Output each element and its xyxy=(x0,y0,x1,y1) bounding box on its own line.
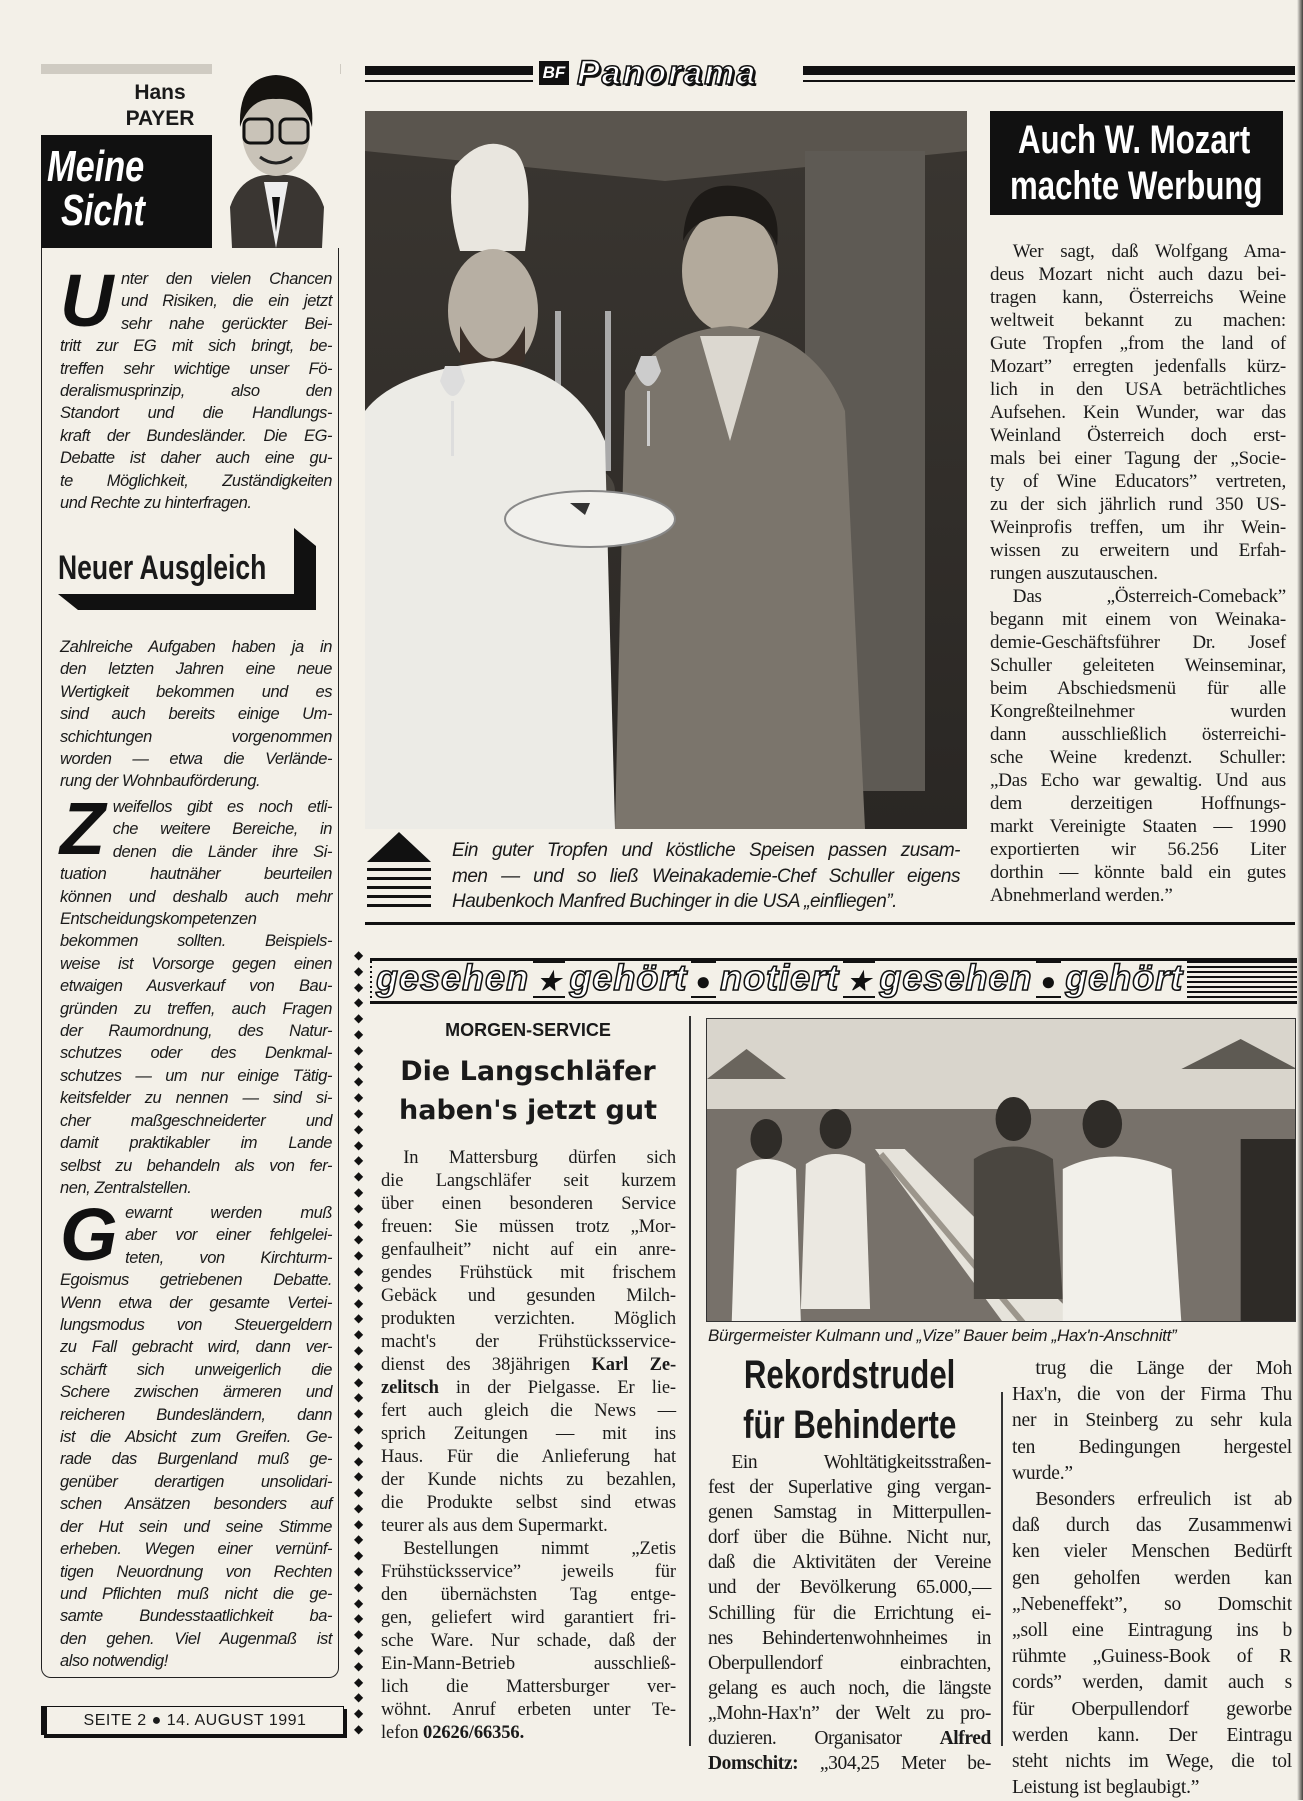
text-line: Debatte ist daher auch eine gu- xyxy=(60,449,332,468)
text-line: ist die Absicht zum Greifen. Ge- xyxy=(60,1428,332,1447)
text-line: wissen zu erweitern und Erfah- xyxy=(990,540,1286,561)
bold-text: Domschitz: xyxy=(708,1753,799,1775)
text-line: Haubenkoch Manfred Buchinger in die USA „einfliegen”. xyxy=(452,891,897,912)
text-line: keitsfelder zu nennen — sind si- xyxy=(60,1089,332,1108)
drop-cap: U xyxy=(60,259,113,342)
diamond-icon: ◆ xyxy=(354,948,364,962)
diamond-icon: ◆ xyxy=(354,1706,364,1721)
text-line: die Produkte selbst sind etwas xyxy=(381,1493,676,1513)
text-line: lefon 02626/66356. xyxy=(381,1723,525,1743)
text-line: worden — etwa die Verlände- xyxy=(60,750,332,769)
text-line: genen Samstag in Mitterpullen- xyxy=(708,1502,991,1524)
diamond-icon: ◆ xyxy=(354,1595,364,1610)
text-line: Wertigkeit bekommen und es xyxy=(60,682,332,701)
text-line: Schilling für die Errichtung ei- xyxy=(708,1602,991,1624)
text-line: sche Ware. Nur schade, daß der xyxy=(381,1631,676,1651)
text-line: trug die Länge der Moh xyxy=(1035,1358,1292,1379)
diamond-icon: ◆ xyxy=(354,1611,364,1626)
text-line: über einen besonderen Service xyxy=(381,1194,676,1214)
text-line: tragen kann, Österreichs Weine xyxy=(990,287,1286,308)
text-line: aber vor einer fehlgelei- xyxy=(125,1226,332,1245)
header-rule xyxy=(365,66,1295,75)
star-icon: ★ xyxy=(533,966,565,996)
column-rule xyxy=(1001,1392,1003,1746)
strudel-photo xyxy=(706,1018,1296,1322)
author-first-name: Hans xyxy=(134,81,186,104)
text-line: den übernächsten Tag entge- xyxy=(381,1585,676,1605)
text-line: Gebäck und gesunden Milch- xyxy=(381,1286,676,1306)
text-line: dann ausschließlich österreichi- xyxy=(990,724,1286,745)
header-rule-thin xyxy=(365,80,1295,82)
text-line: weltweit bekannt zu machen: xyxy=(990,310,1286,331)
text-line: Wenn etwa der gesamte Vertei- xyxy=(60,1293,332,1312)
text-line: kraft der Bundesländer. Die EG- xyxy=(60,426,332,445)
text-line: Kongreßteilnehmer wurden xyxy=(990,701,1286,722)
text-line: produkten verzichten. Möglich xyxy=(381,1309,676,1329)
text-line: daß durch das Zusammenwi xyxy=(1012,1515,1292,1537)
text-line: rühmte „Guiness-Book of R xyxy=(1012,1646,1292,1668)
diamond-icon: ◆ xyxy=(354,1627,364,1642)
text-line: deralismusprinzip, also den xyxy=(60,382,332,401)
banner-word: gehört xyxy=(565,958,691,998)
diamond-icon: ◆ xyxy=(354,1295,364,1310)
text-line: ken vieler Menschen Bedürft xyxy=(1012,1541,1292,1563)
column-paragraph-1 xyxy=(60,259,332,514)
text-line: den gehen. Viel Augenmaß ist xyxy=(60,1629,332,1648)
section-header xyxy=(365,54,1295,92)
text-line: dem derzeitigen Hoffnungs- xyxy=(990,793,1286,814)
text-line: Schuller geleiteten Weinseminar, xyxy=(990,655,1286,676)
text-line: demie-Geschäftsführer Dr. Josef xyxy=(990,632,1286,653)
diamond-icon: ◆ xyxy=(354,1500,364,1515)
text-line: etwaigen Ausverkauf von Bau- xyxy=(60,977,332,996)
text-line: Hax'n, die von der Firma Thu xyxy=(1012,1384,1292,1406)
text-line: genfaulheit” nicht auf ein anre- xyxy=(381,1240,676,1260)
text-line: te Möglichkeit, Zuständigkeiten xyxy=(60,471,332,490)
diamond-icon: ◆ xyxy=(354,1658,364,1673)
text-line: schärft sich unweigerlich die xyxy=(60,1360,332,1379)
diamond-icon: ◆ xyxy=(354,1090,364,1105)
text-line: schutzes — um nur einige Tätig- xyxy=(60,1066,332,1085)
diamond-icon: ◆ xyxy=(354,1263,364,1278)
bold-text: 02626/66356. xyxy=(423,1723,525,1743)
text-line: nter den vielen Chancen xyxy=(121,270,332,288)
drop-cap: G xyxy=(60,1193,118,1276)
diamond-icon: ◆ xyxy=(354,1216,364,1231)
text-line: und Pflichten muß nicht die ge- xyxy=(60,1584,332,1603)
text-line: der Hut sein und seine Stimme xyxy=(60,1517,332,1536)
text-line: teurer als aus dem Supermarkt. xyxy=(381,1516,608,1536)
gesehen-banner xyxy=(370,958,1297,1004)
text-line: selbst zu behandeln als von fer- xyxy=(60,1156,332,1175)
text-line: Entscheidungskompetenzen xyxy=(60,910,257,929)
text-line: macht's der Frühstücksservice- xyxy=(381,1332,676,1352)
text-line: genüber derartigen unsolidari- xyxy=(60,1472,332,1491)
text-line: lich in den USA beträchtliches xyxy=(990,379,1286,400)
caption-arrow-icon xyxy=(367,832,431,912)
strudel-photo-caption: Bürgermeister Kulmann und „Vize” Bauer beim „Hax'n-Anschnitt” xyxy=(708,1326,1177,1345)
text-line: markt Vereinigte Staaten — 1990 xyxy=(990,816,1286,837)
text-line: dienst des 38jährigen Karl Ze- xyxy=(381,1355,676,1375)
text-line: bekommen sollten. Beispiels- xyxy=(60,932,332,951)
text-line: che weitere Bereiche, in xyxy=(112,820,332,839)
text-line: Besonders erfreulich ist ab xyxy=(1035,1489,1292,1511)
diamond-icon: ◆ xyxy=(354,1074,364,1089)
text-line: damit praktikabler im Lande xyxy=(60,1134,332,1153)
text-line: und der Bevölkerung 65.000,— xyxy=(708,1577,991,1599)
diamond-icon: ◆ xyxy=(354,1232,364,1247)
bold-text: Alfred xyxy=(939,1728,991,1750)
morgen-kicker: MORGEN-SERVICE xyxy=(445,1020,611,1040)
diamond-icon: ◆ xyxy=(354,1200,364,1215)
text-line: „Das Echo war gewaltig. Und aus xyxy=(990,770,1286,791)
text-line: ewarnt werden muß xyxy=(125,1204,332,1222)
scan-edge-shadow xyxy=(1297,0,1303,1800)
diamond-icon: ◆ xyxy=(354,1579,364,1594)
text-line: und Rechte zu hinterfragen. xyxy=(60,494,252,513)
text-line: Oberpullendorf einbrachten, xyxy=(708,1652,991,1674)
author-portrait xyxy=(212,57,340,248)
text-line: „Mohn-Hax'n” der Welt zu pro- xyxy=(708,1702,991,1724)
banner-word: gehört xyxy=(1061,958,1187,998)
diamond-icon: ◆ xyxy=(354,1722,364,1737)
text-line: cords” werden, damit auch s xyxy=(1012,1672,1292,1694)
text-line: Mozart” erregten jedenfalls kürz- xyxy=(990,356,1286,377)
mozart-body xyxy=(990,240,1286,907)
text-line: schutzes oder des Denkmal- xyxy=(60,1044,332,1063)
text-line: gen geholfen werden kan xyxy=(1012,1567,1292,1589)
text-line: reicheren Bundesländern, dann xyxy=(60,1405,332,1424)
diamond-icon: ◆ xyxy=(354,963,364,978)
text-line: Zahlreiche Aufgaben haben ja in xyxy=(60,638,332,656)
diamond-icon: ◆ xyxy=(354,1437,364,1452)
text-line: men — und so ließ Weinakademie-Chef Schuller eigens xyxy=(452,865,960,887)
diamond-icon: ◆ xyxy=(354,1279,364,1294)
text-line: deus Mozart nicht auch dazu bei- xyxy=(990,264,1286,285)
text-line: für Oberpullendorf geworbe xyxy=(1012,1698,1292,1720)
diamond-icon: ◆ xyxy=(354,1469,364,1484)
text-line: Bestellungen nimmt „Zetis xyxy=(403,1539,676,1559)
text-line: ty of Wine Educators” vertreten, xyxy=(990,471,1286,492)
text-line: zu der sich jährlich rund 350 US- xyxy=(990,494,1286,515)
text-line: sprich Zeitungen — mit ins xyxy=(381,1424,676,1444)
text-line: rade das Burgenland muß ge- xyxy=(60,1450,332,1469)
banner-word: gesehen xyxy=(875,958,1036,998)
text-line: gründen zu treffen, auch Fragen xyxy=(60,999,332,1018)
text-line: wöhnt. Anruf erbeten unter Te- xyxy=(381,1700,676,1720)
diamond-icon: ◆ xyxy=(354,1327,364,1342)
text-line: Weinprofis treffen, um ihr Wein- xyxy=(990,517,1286,538)
text-line: der Raumordnung, des Natur- xyxy=(60,1022,332,1041)
drop-cap: Z xyxy=(60,787,105,870)
morgen-headline-line1: Die Langschläfer xyxy=(400,1056,656,1087)
text-line: mals bei einer Tagung der „Socie- xyxy=(990,448,1286,469)
text-line: rung der Wohnbauförderung. xyxy=(60,772,261,791)
diamond-icon: ◆ xyxy=(354,1058,364,1073)
diamond-icon: ◆ xyxy=(354,1564,364,1579)
page-footer xyxy=(41,1706,344,1735)
diamond-icon: ◆ xyxy=(354,1532,364,1547)
text-line: steht nichts im Wege, die tol xyxy=(1012,1751,1292,1773)
diamond-icon: ◆ xyxy=(354,1248,364,1263)
text-line: dorthin — könnte bald ein gutes xyxy=(990,862,1286,883)
diamond-icon: ◆ xyxy=(354,1406,364,1421)
text-line: schen Ansätzen besonders auf xyxy=(60,1495,332,1514)
bold-text: zelitsch xyxy=(381,1378,439,1398)
text-line: den letzten Jahren eine neue xyxy=(60,660,332,679)
bold-text: Karl Ze- xyxy=(591,1355,676,1375)
author-last-name: PAYER xyxy=(125,107,195,130)
morgen-headline-line2: haben's jetzt gut xyxy=(399,1095,657,1126)
column-paragraph-2 xyxy=(60,636,332,793)
text-line: rungen auszutauschen. xyxy=(990,563,1158,584)
strudel-body-left xyxy=(708,1450,991,1776)
subheading: Neuer Ausgleich xyxy=(58,549,267,587)
diamond-icon: ◆ xyxy=(354,1311,364,1326)
text-line: beim Abschiedsmenü für alle xyxy=(990,678,1286,699)
text-line: gelang es auch noch, die längste xyxy=(708,1677,991,1699)
diamond-border xyxy=(354,948,368,1738)
diamond-icon: ◆ xyxy=(354,1516,364,1531)
text-line: Wer sagt, daß Wolfgang Ama- xyxy=(1012,241,1286,262)
strudel-headline-line2: für Behinderte xyxy=(742,1403,957,1447)
strudel-headline xyxy=(706,1350,993,1450)
text-line: lich die Mattersburger ver- xyxy=(381,1677,676,1697)
text-line: Schere zwischen ärmeren und xyxy=(60,1383,332,1402)
text-line: daß die Aktivitäten der Vereine xyxy=(708,1552,991,1574)
text-line: ner in Steinberg zu sehr kula xyxy=(1012,1410,1292,1432)
diamond-icon: ◆ xyxy=(354,995,364,1010)
text-line: Ein Wohltätigkeitsstraßen- xyxy=(731,1452,991,1473)
text-line: wurde.” xyxy=(1012,1462,1073,1484)
column-title-box xyxy=(41,135,213,248)
diamond-icon: ◆ xyxy=(354,1184,364,1199)
text-line: weifellos gibt es noch etli- xyxy=(112,798,332,816)
column-title-line1: Meine xyxy=(47,142,145,191)
page-number: SEITE 2 xyxy=(83,1712,147,1729)
text-line: Leistung ist beglaubigt.” xyxy=(1012,1777,1200,1799)
diamond-icon: ◆ xyxy=(354,1485,364,1500)
text-line: der Kunde nichts zu bezahlen, xyxy=(381,1470,676,1490)
diamond-icon: ◆ xyxy=(354,1026,364,1041)
diamond-icon: ◆ xyxy=(354,1690,364,1705)
text-line: begann mit einem von Weinaka- xyxy=(990,609,1286,630)
mozart-headline-line1: Auch W. Mozart xyxy=(1018,118,1251,162)
text-line: lungsmodus von Steuergeldern xyxy=(60,1316,332,1335)
text-line: nen, Zentralstellen. xyxy=(60,1178,192,1197)
text-line: werden kann. Der Eintragu xyxy=(1012,1724,1292,1746)
text-line: denen die Länder ihre Si- xyxy=(112,842,332,861)
diamond-icon: ◆ xyxy=(354,1342,364,1357)
text-line: freuen: Sie müssen trotz „Mor- xyxy=(381,1217,676,1237)
footer-bullet: ● xyxy=(151,1712,162,1729)
main-photo xyxy=(365,111,967,829)
author-name xyxy=(120,80,200,132)
text-line: sehr nahe gerückter Bei- xyxy=(121,314,332,333)
strudel-body-right xyxy=(1012,1356,1292,1801)
diamond-icon: ◆ xyxy=(354,1390,364,1405)
section-title: Panorama xyxy=(577,54,758,92)
subheading-box xyxy=(58,528,316,610)
text-line: sche Weine kredenzt. Schuller: xyxy=(990,747,1286,768)
text-line: also notwendig! xyxy=(60,1652,168,1671)
diamond-icon: ◆ xyxy=(354,1358,364,1373)
diamond-icon: ◆ xyxy=(354,1453,364,1468)
diamond-icon: ◆ xyxy=(354,1011,364,1026)
text-line: samte Bundesstaatlichkeit ba- xyxy=(60,1607,332,1626)
column-paragraph-4 xyxy=(60,1193,332,1673)
text-line: Gute Tropfen „from the land of xyxy=(990,333,1286,354)
diamond-icon: ◆ xyxy=(354,1153,364,1168)
morgen-headline xyxy=(379,1052,677,1130)
diamond-icon: ◆ xyxy=(354,1105,364,1120)
text-line: weise ist Vorsorge gegen einen xyxy=(60,954,332,973)
text-line: Weinland Österreich doch erst- xyxy=(990,425,1286,446)
diamond-icon: ◆ xyxy=(354,1643,364,1658)
text-line: Aufsehen. Kein Wunder, war das xyxy=(990,402,1286,423)
text-line: Haus. Für die Anlieferung hat xyxy=(381,1447,676,1467)
star-icon: ★ xyxy=(843,966,875,996)
text-line: erheben. Wegen einer vernünf- xyxy=(60,1540,332,1559)
text-line: Abnehmerland werden.” xyxy=(990,885,1173,906)
text-line: treffen sehr wichtige unser Fö- xyxy=(60,359,332,378)
diamond-icon: ◆ xyxy=(354,1548,364,1563)
text-line: cher maßgeschneiderter und xyxy=(60,1111,332,1130)
mozart-headline-line2: machte Werbung xyxy=(1010,164,1263,208)
text-line: Ein-Mann-Betrieb ausschließ- xyxy=(381,1654,676,1674)
section-logo xyxy=(533,54,803,92)
diamond-icon: ◆ xyxy=(354,1121,364,1136)
text-line: Standort und die Handlungs- xyxy=(60,404,332,423)
text-line: können und deshalb auch mehr xyxy=(60,887,332,906)
text-line: tigen Neuordnung von Rechten xyxy=(60,1562,332,1581)
column-title-line2: Sicht xyxy=(61,186,145,235)
text-line: teten, von Kirchturm- xyxy=(125,1248,332,1267)
text-line: gen, geliefert wird garantiert fri- xyxy=(381,1608,676,1628)
logo-badge: BF xyxy=(539,61,569,85)
text-line: zelitsch in der Pielgasse. Er lie- xyxy=(381,1378,676,1398)
diamond-icon: ◆ xyxy=(354,1042,364,1057)
text-line: gendes Frühstück mit frischem xyxy=(381,1263,676,1283)
text-line: die Langschläfer seit kurzem xyxy=(381,1171,676,1191)
text-line: nes Behindertenwohnheimes in xyxy=(708,1627,991,1649)
text-line: Domschitz: „304,25 Meter be- xyxy=(708,1753,991,1775)
text-line: fest der Superlative ging vergan- xyxy=(708,1477,991,1499)
banner-word: notiert xyxy=(716,958,843,998)
morgen-body xyxy=(381,1147,676,1745)
diamond-icon: ◆ xyxy=(354,1137,364,1152)
text-line: Frühstücksservice” jeweils für xyxy=(381,1562,676,1582)
banner-word: gesehen xyxy=(372,958,533,998)
section-divider xyxy=(365,922,1295,925)
diamond-icon: ◆ xyxy=(354,1374,364,1389)
text-line: fert auch gleich die News — xyxy=(381,1401,676,1421)
text-line: dorf über die Bühne. Nicht nur, xyxy=(708,1527,991,1549)
text-line: „Nebeneffekt”, so Domschit xyxy=(1012,1593,1292,1615)
diamond-icon: ◆ xyxy=(354,1674,364,1689)
photo-caption xyxy=(452,838,960,915)
text-line: zu Fall gebracht wird, dann ver- xyxy=(60,1338,332,1357)
column-paragraph-3 xyxy=(60,787,332,1199)
bullet-icon: ● xyxy=(1036,966,1061,996)
bullet-icon: ● xyxy=(691,966,716,996)
text-line: schichtungen vorgenommen xyxy=(60,727,332,746)
text-line: exportierten wir 56.256 Liter xyxy=(990,839,1286,860)
diamond-icon: ◆ xyxy=(354,1421,364,1436)
text-line: In Mattersburg dürfen sich xyxy=(403,1148,676,1168)
text-line: tritt zur EG mit sich bringt, be- xyxy=(60,337,332,356)
text-line: sind auch bereits einige Um- xyxy=(60,705,332,724)
text-line: und Risiken, die ein jetzt xyxy=(121,292,332,311)
text-line: „soll eine Eintragung ins b xyxy=(1012,1620,1292,1642)
mozart-headline-box xyxy=(990,111,1275,215)
strudel-headline-line1: Rekordstrudel xyxy=(743,1353,956,1397)
diamond-icon: ◆ xyxy=(354,979,364,994)
text-line: duzieren. Organisator Alfred xyxy=(708,1728,991,1750)
text-line: tuation hautnäher beurteilen xyxy=(60,865,332,884)
text-line: Das „Österreich-Comeback” xyxy=(1012,586,1286,607)
text-line: Egoismus getriebenen Debatte. xyxy=(60,1271,332,1290)
column-rule xyxy=(689,1016,691,1746)
issue-date: 14. AUGUST 1991 xyxy=(166,1712,307,1729)
text-line: ten Bedingungen hergestel xyxy=(1012,1436,1292,1458)
diamond-icon: ◆ xyxy=(354,1169,364,1184)
text-line: Ein guter Tropfen und köstliche Speisen passen zusam- xyxy=(452,840,960,861)
